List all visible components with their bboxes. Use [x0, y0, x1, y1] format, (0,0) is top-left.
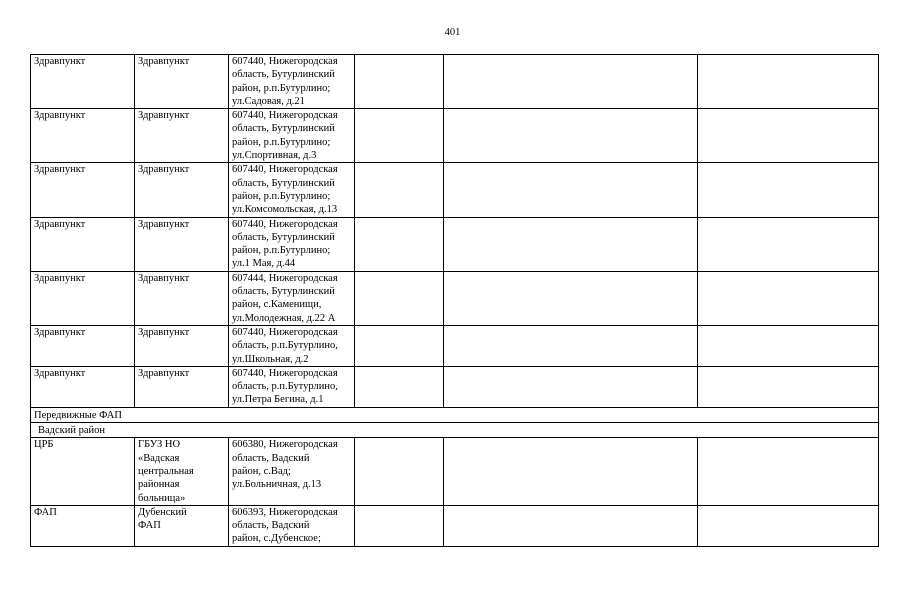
facility-type-cell: Здравпункт [31, 55, 135, 109]
facility-type-cell: Здравпункт [31, 366, 135, 407]
facility-name-cell: Здравпункт [135, 109, 229, 163]
facility-address-cell: 606380, Нижегородская область, Вадский район, с.Вад; ул.Больничная, д.13 [229, 438, 355, 505]
facility-name-cell: Здравпункт [135, 366, 229, 407]
empty-cell [444, 55, 698, 109]
empty-cell [355, 163, 444, 217]
facility-address-cell: 606393, Нижегородская область, Вадский район, с.Дубенское; [229, 505, 355, 546]
table-row [31, 217, 879, 271]
facility-type-cell: Здравпункт [31, 109, 135, 163]
facility-type-cell: Здравпункт [31, 271, 135, 325]
empty-cell [355, 55, 444, 109]
empty-cell [355, 109, 444, 163]
empty-cell [698, 325, 879, 366]
empty-cell [698, 163, 879, 217]
empty-cell [698, 271, 879, 325]
table-row [31, 438, 879, 505]
facility-address-cell: 607440, Нижегородская область, р.п.Бутурлино, ул.Школьная, д.2 [229, 325, 355, 366]
facility-address-cell: 607440, Нижегородская область, Бутурлинский район, р.п.Бутурлино; ул.Садовая, д.21 [229, 55, 355, 109]
empty-cell [698, 55, 879, 109]
empty-cell [698, 217, 879, 271]
empty-cell [355, 505, 444, 546]
table-row [31, 55, 879, 109]
section-heading-district: Вадский район [31, 423, 879, 438]
empty-cell [355, 438, 444, 505]
facility-type-cell: ЦРБ [31, 438, 135, 505]
facility-name-cell: Здравпункт [135, 271, 229, 325]
empty-cell [698, 366, 879, 407]
table-row [31, 109, 879, 163]
empty-cell [698, 505, 879, 546]
empty-cell [355, 325, 444, 366]
empty-cell [355, 217, 444, 271]
section-row-district [31, 423, 879, 438]
table-row [31, 366, 879, 407]
section-heading-mobile-fap: Передвижные ФАП [31, 407, 879, 422]
facility-name-cell: Здравпункт [135, 163, 229, 217]
facility-name-cell: Здравпункт [135, 325, 229, 366]
facility-type-cell: Здравпункт [31, 163, 135, 217]
facility-name-cell: ГБУЗ НО «Вадская центральная районная больница» [135, 438, 229, 505]
empty-cell [444, 163, 698, 217]
table-row [31, 505, 879, 546]
table-row [31, 325, 879, 366]
facility-name-cell: Здравпункт [135, 55, 229, 109]
facility-address-cell: 607444, Нижегородская область, Бутурлинский район, с.Каменищи, ул.Молодежная, д.22 А [229, 271, 355, 325]
facilities-table [30, 54, 879, 547]
empty-cell [444, 271, 698, 325]
empty-cell [444, 217, 698, 271]
facility-type-cell: Здравпункт [31, 217, 135, 271]
section-row-mobile [31, 407, 879, 422]
empty-cell [444, 438, 698, 505]
facility-address-cell: 607440, Нижегородская область, Бутурлинский район, р.п.Бутурлино; ул.1 Мая, д.44 [229, 217, 355, 271]
empty-cell [444, 366, 698, 407]
empty-cell [444, 325, 698, 366]
empty-cell [355, 271, 444, 325]
table-row [31, 163, 879, 217]
empty-cell [355, 366, 444, 407]
facility-name-cell: Здравпункт [135, 217, 229, 271]
facility-name-cell: Дубенский ФАП [135, 505, 229, 546]
facility-address-cell: 607440, Нижегородская область, Бутурлинский район, р.п.Бутурлино; ул.Спортивная, д.3 [229, 109, 355, 163]
facility-address-cell: 607440, Нижегородская область, Бутурлинский район, р.п.Бутурлино; ул.Комсомольская, д.13 [229, 163, 355, 217]
page-number: 401 [444, 27, 461, 38]
facility-address-cell: 607440, Нижегородская область, р.п.Бутурлино, ул.Петра Бегина, д.1 [229, 366, 355, 407]
facility-type-cell: Здравпункт [31, 325, 135, 366]
empty-cell [698, 438, 879, 505]
table-row [31, 271, 879, 325]
empty-cell [698, 109, 879, 163]
empty-cell [444, 109, 698, 163]
facility-type-cell: ФАП [31, 505, 135, 546]
empty-cell [444, 505, 698, 546]
